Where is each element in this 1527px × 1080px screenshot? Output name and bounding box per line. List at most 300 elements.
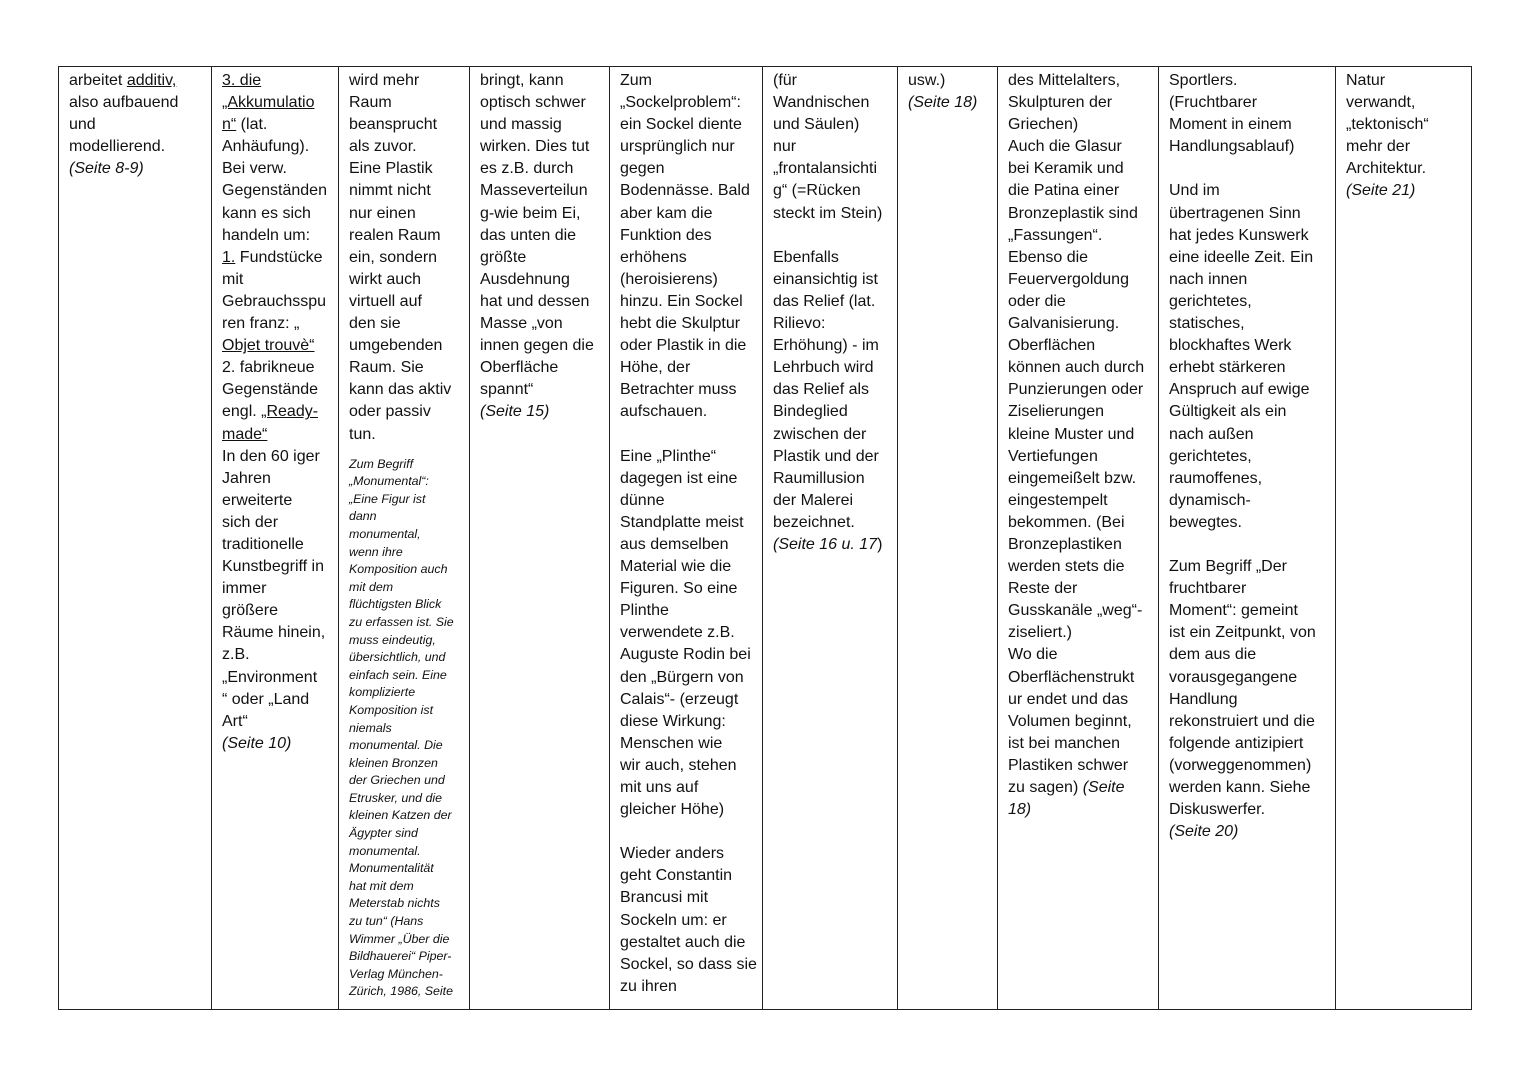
text-line xyxy=(349,247,461,269)
text-run: Gusskanäle „weg“- xyxy=(1008,602,1143,620)
text-run: Räume hinein, xyxy=(222,624,326,642)
text-line xyxy=(349,180,461,202)
text-line xyxy=(1008,379,1150,401)
text-run: Eine Plastik xyxy=(349,160,433,178)
text-line xyxy=(349,203,461,225)
quote-line: flüchtigsten Blick xyxy=(349,597,442,612)
text-run: verwendete z.B. xyxy=(620,624,735,642)
text-run: kann es sich xyxy=(222,204,311,222)
quote-line: muss eindeutig, xyxy=(349,632,436,647)
quote-line: Zum Begriff xyxy=(349,456,414,471)
text-line xyxy=(620,600,754,622)
text-line xyxy=(480,225,601,247)
text-line xyxy=(773,446,889,468)
text-line xyxy=(349,379,461,401)
text-run: Ziselierungen xyxy=(1008,403,1105,421)
text-run: größte xyxy=(480,248,527,266)
text-run: Masseverteilun xyxy=(480,182,588,200)
text-line xyxy=(773,247,889,269)
text-line xyxy=(1169,446,1327,468)
text-run: größere xyxy=(222,602,279,620)
text-run: (Seite xyxy=(1082,779,1125,796)
text-line xyxy=(620,269,754,291)
text-run: nimmt nicht xyxy=(349,182,431,200)
text-run: blockhaftes Werk xyxy=(1169,337,1292,355)
text-run: Reste der xyxy=(1008,580,1078,598)
quote-line: Ägypter sind xyxy=(349,826,418,841)
text-run: geht Constantin xyxy=(620,867,733,885)
text-run: mehr der xyxy=(1346,138,1411,156)
text-line xyxy=(349,335,461,357)
text-run: Punzierungen oder xyxy=(1008,381,1144,399)
text-line xyxy=(908,92,989,114)
text-line xyxy=(620,622,754,644)
text-line xyxy=(222,136,330,158)
text-run: Zum Begriff „Der xyxy=(1169,558,1287,576)
text-line xyxy=(908,70,989,92)
text-run: nur xyxy=(773,138,797,156)
text-line xyxy=(1169,203,1327,225)
text-line xyxy=(1008,578,1150,600)
text-run: dem aus die xyxy=(1169,646,1257,664)
text-run: (heroisierens) xyxy=(620,270,718,288)
text-run: Wandnischen xyxy=(773,94,870,112)
text-line xyxy=(620,490,754,512)
table-column-9 xyxy=(1159,67,1336,1009)
text-run: Sockeln um: er xyxy=(620,911,727,929)
text-line xyxy=(620,667,754,689)
text-line xyxy=(620,357,754,379)
text-run: wirkt auch xyxy=(349,270,422,288)
text-run: aus demselben xyxy=(620,535,729,553)
text-line xyxy=(1008,733,1150,755)
text-run: dagegen ist eine xyxy=(620,469,738,487)
text-run: bringt, kann xyxy=(480,72,564,89)
text-line xyxy=(1008,291,1150,313)
text-run: Diskuswerfer. xyxy=(1169,801,1266,819)
text-run: Wieder anders xyxy=(620,845,725,863)
text-run: „Environment xyxy=(222,668,318,686)
text-line xyxy=(349,92,461,114)
text-line xyxy=(1008,755,1150,777)
text-line xyxy=(1008,424,1150,446)
table-column-1 xyxy=(59,67,212,1009)
text-line xyxy=(620,203,754,225)
text-line xyxy=(349,424,461,446)
text-run: diese Wirkung: xyxy=(620,712,726,730)
text-run: 2. fabrikneue xyxy=(222,359,315,377)
text-run: mit xyxy=(222,270,244,288)
text-line xyxy=(480,203,601,225)
quote-line: wenn ihre xyxy=(349,544,403,559)
text-line xyxy=(620,865,754,887)
text-line xyxy=(1169,291,1327,313)
text-run: 3. die xyxy=(222,72,262,89)
text-line xyxy=(620,976,754,998)
text-run: den sie xyxy=(349,315,401,333)
text-line xyxy=(620,932,754,954)
text-run: statisches, xyxy=(1169,315,1245,333)
table-column-4 xyxy=(470,67,610,1009)
text-line xyxy=(1169,490,1327,512)
text-line xyxy=(620,755,754,777)
text-line xyxy=(773,92,889,114)
text-run: „frontalansichti xyxy=(773,160,878,178)
text-line xyxy=(1169,755,1327,777)
text-line xyxy=(620,335,754,357)
text-line xyxy=(620,777,754,799)
text-line xyxy=(222,357,330,379)
text-line xyxy=(773,114,889,136)
text-line xyxy=(773,534,889,556)
text-run: Feuervergoldung xyxy=(1008,270,1129,288)
text-run: (Seite 16 u. 17 xyxy=(773,535,878,553)
quote-line: monumental. xyxy=(349,843,421,858)
text-line xyxy=(1346,136,1463,158)
text-line xyxy=(1169,335,1327,357)
text-run: Raum xyxy=(349,94,392,112)
text-run: Bronzeplastik sind xyxy=(1008,204,1138,222)
text-run: sich der xyxy=(222,513,279,531)
text-run: eingestempelt xyxy=(1008,491,1108,509)
text-run: (Seite 8-9) xyxy=(69,160,144,178)
text-line xyxy=(480,401,601,423)
text-run: Rilievo: xyxy=(773,315,826,333)
text-run: n“ xyxy=(222,116,237,134)
text-run: eingemeißelt bzw. xyxy=(1008,469,1137,487)
text-run: und xyxy=(69,116,96,134)
spacer xyxy=(349,446,461,456)
text-run: Kunstbegriff in xyxy=(222,558,324,576)
text-line xyxy=(620,821,754,843)
text-run: Ebenfalls xyxy=(773,248,839,266)
text-run: steckt im Stein) xyxy=(773,204,883,222)
quote-line: Bildhauerei“ Piper- xyxy=(349,949,452,964)
text-run: (Seite 10) xyxy=(222,734,292,752)
text-line xyxy=(1008,600,1150,622)
text-line xyxy=(480,136,601,158)
text-line xyxy=(1169,667,1327,689)
text-run: 18) xyxy=(1008,801,1032,819)
text-run: „Sockelproblem“: xyxy=(620,94,741,112)
text-line xyxy=(620,578,754,600)
text-line xyxy=(222,424,330,446)
text-run: Galvanisierung. xyxy=(1008,315,1120,333)
text-line xyxy=(1008,203,1150,225)
text-run: es z.B. durch xyxy=(480,160,574,178)
text-run: Standplatte meist xyxy=(620,513,744,531)
text-line xyxy=(1346,114,1463,136)
text-run: Jahren xyxy=(222,469,271,487)
text-line xyxy=(620,887,754,909)
text-line xyxy=(222,114,330,136)
text-run: ist ein Zeitpunkt, von xyxy=(1169,624,1316,642)
text-run: rekonstruiert und die xyxy=(1169,712,1315,730)
text-run: das Relief (lat. xyxy=(773,292,876,310)
text-line xyxy=(1169,114,1327,136)
text-run: (Seite 15) xyxy=(480,403,550,421)
text-line xyxy=(1169,401,1327,423)
text-run: Ebenso die xyxy=(1008,248,1089,266)
text-run: additiv, xyxy=(126,72,177,89)
text-run: (Seite 18) xyxy=(908,94,978,112)
text-run: Betrachter muss xyxy=(620,381,737,399)
text-line xyxy=(1008,644,1150,666)
quote-line: mit dem xyxy=(349,579,394,594)
text-run: gegen xyxy=(620,160,665,178)
text-line xyxy=(222,92,330,114)
text-line xyxy=(620,446,754,468)
quote-line: niemals xyxy=(349,720,392,735)
text-line xyxy=(1008,490,1150,512)
text-line xyxy=(480,158,601,180)
text-line xyxy=(620,910,754,932)
text-run: die Patina einer xyxy=(1008,182,1120,200)
text-line xyxy=(349,357,461,379)
text-run: werden kann. Siehe xyxy=(1169,779,1311,796)
text-line xyxy=(773,379,889,401)
text-line xyxy=(222,490,330,512)
quote-line: Komposition auch xyxy=(349,562,448,577)
text-run: als zuvor. xyxy=(349,138,417,156)
text-line xyxy=(1008,180,1150,202)
text-line xyxy=(620,70,754,92)
text-line xyxy=(620,468,754,490)
text-line xyxy=(620,401,754,423)
text-run: zu ihren xyxy=(620,977,677,995)
text-line xyxy=(1008,70,1150,92)
quote-line: zu erfassen ist. Sie xyxy=(349,614,454,629)
text-run: bei Keramik und xyxy=(1008,160,1124,178)
text-line xyxy=(222,225,330,247)
text-run: werden stets die xyxy=(1008,558,1125,576)
text-line xyxy=(222,158,330,180)
text-line xyxy=(222,70,330,92)
text-line xyxy=(1008,92,1150,114)
text-line xyxy=(1008,401,1150,423)
text-run: g-wie beim Ei, xyxy=(480,204,581,222)
text-line xyxy=(480,379,601,401)
text-run: Auguste Rodin bei xyxy=(620,646,751,664)
text-line xyxy=(349,291,461,313)
text-line xyxy=(69,92,203,114)
text-run: Brancusi mit xyxy=(620,889,709,907)
text-line xyxy=(1008,136,1150,158)
text-run: kann das aktiv xyxy=(349,381,452,399)
text-run: Vertiefungen xyxy=(1008,447,1098,465)
text-line xyxy=(349,269,461,291)
text-line xyxy=(222,379,330,401)
text-line xyxy=(620,689,754,711)
text-line xyxy=(773,313,889,335)
text-run: gerichtetes, xyxy=(1169,292,1252,310)
text-run: ren franz: xyxy=(222,315,295,333)
text-run: Raum. Sie xyxy=(349,359,424,377)
text-run: ursprünglich nur xyxy=(620,138,735,156)
text-run: Funktion des xyxy=(620,226,712,244)
text-line xyxy=(1169,158,1327,180)
quote-line: kleinen Bronzen xyxy=(349,755,438,770)
text-run: Ausdehnung xyxy=(480,270,570,288)
text-run: Objet trouvè“ xyxy=(222,337,315,355)
text-line xyxy=(620,534,754,556)
text-run: Menschen wie xyxy=(620,734,723,752)
text-line xyxy=(1169,600,1327,622)
text-run: Bindeglied xyxy=(773,403,848,421)
text-run: Plastik und der xyxy=(773,447,879,465)
text-run: optisch schwer xyxy=(480,94,586,112)
text-line xyxy=(1169,136,1327,158)
text-run: Plinthe xyxy=(620,602,669,620)
text-run: übertragenen Sinn xyxy=(1169,204,1301,222)
text-run: kleine Muster und xyxy=(1008,425,1135,443)
text-run: bezeichnet. xyxy=(773,513,855,531)
text-run: gleicher Höhe) xyxy=(620,801,725,819)
text-run: nach außen xyxy=(1169,425,1254,443)
text-run: fruchtbarer xyxy=(1169,580,1247,598)
text-run: Erhöhung) - im xyxy=(773,337,879,355)
text-line xyxy=(480,247,601,269)
text-run: eine ideelle Zeit. Ein xyxy=(1169,248,1314,266)
text-line xyxy=(349,114,461,136)
text-run: gestaltet auch die xyxy=(620,933,746,951)
text-run: wird mehr xyxy=(349,72,420,89)
text-line xyxy=(1008,622,1150,644)
text-run: Natur xyxy=(1346,72,1386,89)
text-line xyxy=(773,401,889,423)
text-run: des Mittelalters, xyxy=(1008,72,1121,89)
quote-line: Meterstab nichts xyxy=(349,896,440,911)
text-run: Auch die Glasur xyxy=(1008,138,1122,156)
text-run: Architektur. xyxy=(1346,160,1427,178)
text-line xyxy=(69,114,203,136)
text-run: Anhäufung). xyxy=(222,138,310,156)
text-run: dünne xyxy=(620,491,665,509)
text-line xyxy=(1008,468,1150,490)
text-line xyxy=(480,357,601,379)
text-line xyxy=(1346,70,1463,92)
text-run: erweiterte xyxy=(222,491,293,509)
text-run: umgebenden xyxy=(349,337,443,355)
text-line xyxy=(222,203,330,225)
quote-line: Zürich, 1986, Seite xyxy=(349,984,454,999)
text-run: hebt die Skulptur xyxy=(620,315,741,333)
text-line xyxy=(69,158,203,180)
text-line xyxy=(773,225,889,247)
text-line xyxy=(1169,424,1327,446)
text-line xyxy=(1169,70,1327,92)
text-run: der Malerei xyxy=(773,491,854,509)
text-line xyxy=(1169,468,1327,490)
text-line xyxy=(222,313,330,335)
text-run: bekommen. (Bei xyxy=(1008,513,1125,531)
text-run: zwischen der xyxy=(773,425,867,443)
text-run: 1. xyxy=(222,248,236,266)
text-run: Moment“: gemeint xyxy=(1169,602,1298,620)
text-run: arbeitet xyxy=(69,72,127,89)
text-line xyxy=(1169,379,1327,401)
text-line xyxy=(620,247,754,269)
text-line xyxy=(1169,711,1327,733)
text-run: Raumillusion xyxy=(773,469,865,487)
text-line xyxy=(222,468,330,490)
text-run: oder die xyxy=(1008,292,1066,310)
text-run: dynamisch- xyxy=(1169,491,1251,509)
text-line xyxy=(773,70,889,92)
text-line xyxy=(222,600,330,622)
text-run: Figuren. So eine xyxy=(620,580,738,598)
text-line xyxy=(1169,578,1327,600)
text-line xyxy=(1008,667,1150,689)
text-run: (vorweggenommen) xyxy=(1169,756,1312,774)
text-run: Oberfläche xyxy=(480,359,559,377)
text-run: können auch durch xyxy=(1008,359,1145,377)
text-run: traditionelle xyxy=(222,535,304,553)
text-run: Volumen beginnt, xyxy=(1008,712,1132,730)
text-line xyxy=(773,335,889,357)
text-run: (Fruchtbarer xyxy=(1169,94,1258,112)
text-run: bewegtes. xyxy=(1169,513,1242,531)
text-run: Moment in einem xyxy=(1169,116,1292,134)
text-line xyxy=(620,313,754,335)
text-line xyxy=(1169,313,1327,335)
text-line xyxy=(1169,799,1327,821)
text-run: spannt“ xyxy=(480,381,534,399)
text-line xyxy=(222,269,330,291)
text-run: Griechen) xyxy=(1008,116,1079,134)
text-line xyxy=(1169,180,1327,202)
text-line xyxy=(480,291,601,313)
text-line xyxy=(620,733,754,755)
text-run: erhöhens xyxy=(620,248,687,266)
text-line xyxy=(222,689,330,711)
text-run: handeln um: xyxy=(222,226,311,244)
text-run: und massig xyxy=(480,116,562,134)
quote-line: komplizierte xyxy=(349,685,416,700)
text-run: Höhe, der xyxy=(620,359,691,377)
text-line xyxy=(620,644,754,666)
text-line xyxy=(773,512,889,534)
text-run: (Seite 21) xyxy=(1346,182,1416,200)
text-line xyxy=(1169,512,1327,534)
text-line xyxy=(222,644,330,666)
text-run: Gültigkeit als ein xyxy=(1169,403,1287,421)
text-run: Eine „Plinthe“ xyxy=(620,447,717,465)
text-line xyxy=(620,711,754,733)
text-run: Zum xyxy=(620,72,652,89)
quote-line: Verlag München- xyxy=(349,966,443,981)
text-line xyxy=(773,424,889,446)
text-run: Calais“- (erzeugt xyxy=(620,690,739,708)
text-run: also aufbauend xyxy=(69,94,179,112)
table-column-8 xyxy=(998,67,1159,1009)
text-line xyxy=(620,180,754,202)
text-line xyxy=(349,401,461,423)
text-line xyxy=(222,622,330,644)
text-line xyxy=(1346,158,1463,180)
text-line xyxy=(1169,357,1327,379)
text-line xyxy=(1008,114,1150,136)
table-column-7 xyxy=(898,67,998,1009)
text-run: Und im xyxy=(1169,182,1220,200)
text-run: Gebrauchsspu xyxy=(222,292,327,310)
text-line xyxy=(349,158,461,180)
text-line xyxy=(222,578,330,600)
text-run: innen gegen die xyxy=(480,337,594,355)
text-run: Fundstücke xyxy=(235,248,323,266)
text-line xyxy=(1346,180,1463,202)
text-line xyxy=(773,269,889,291)
